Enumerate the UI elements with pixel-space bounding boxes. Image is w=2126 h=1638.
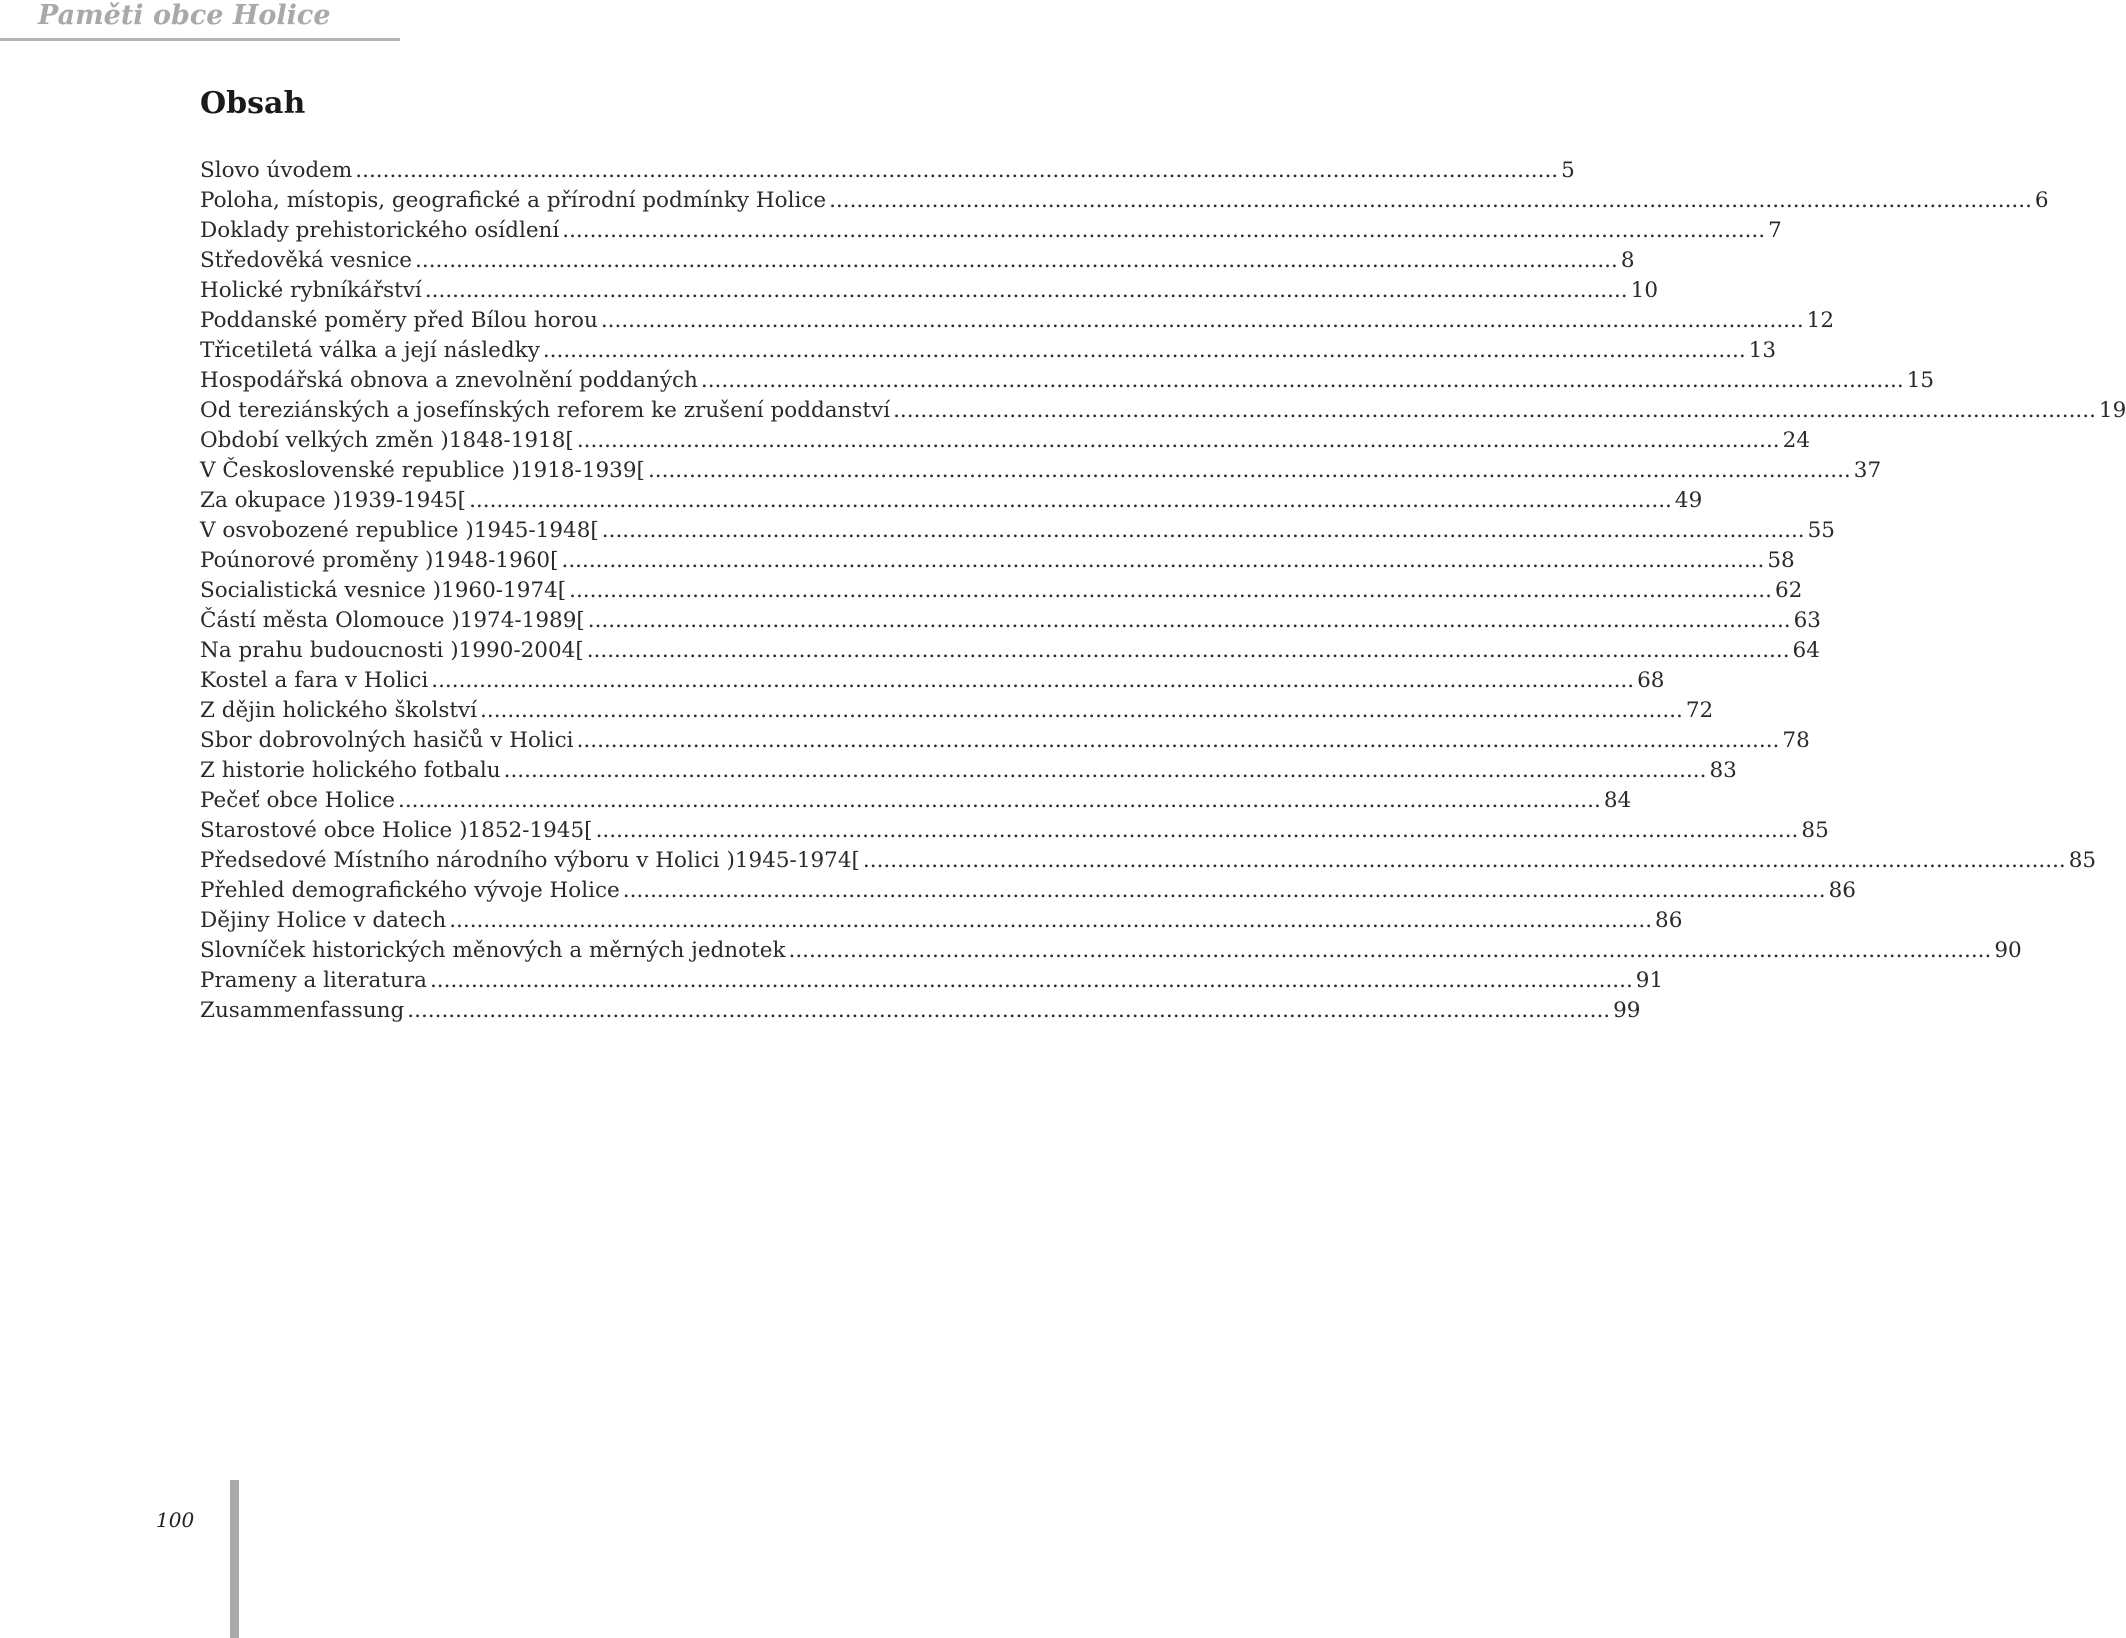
toc-entry-title: Poúnorové proměny )1948-1960[ [200, 548, 559, 573]
toc-entry-title: V Československé republice )1918-1939[ [200, 458, 645, 483]
toc-entry-title: Středověká vesnice [200, 248, 413, 273]
toc-dot-leader [623, 876, 1826, 906]
toc-entry-page: 90 [1994, 938, 2022, 963]
toc-entry [200, 276, 1658, 306]
toc-entry [200, 216, 1782, 246]
page-title: Obsah [200, 86, 306, 121]
toc-entry-title: Částí města Olomouce )1974-1989[ [200, 608, 585, 633]
toc-entry-page: 86 [1655, 908, 1683, 933]
toc-entry-title: Socialistická vesnice )1960-1974[ [200, 578, 567, 603]
toc-entry [200, 426, 1810, 456]
toc-entry-title: Za okupace )1939-1945[ [200, 488, 467, 513]
toc-entry [200, 246, 1635, 276]
toc-dot-leader [863, 846, 2066, 876]
toc-entry-page: 72 [1685, 698, 1714, 723]
toc-entry-page: 13 [1748, 338, 1777, 363]
toc-entry-page: 68 [1637, 668, 1665, 693]
toc-entry-page: 6 [2034, 188, 2049, 213]
toc-entry-page: 85 [2068, 848, 2097, 873]
toc-entry [200, 786, 1632, 816]
toc-entry [200, 366, 1935, 396]
toc-entry-page: 83 [1709, 758, 1737, 783]
toc-dot-leader [562, 216, 1765, 246]
toc-entry [200, 576, 1803, 606]
toc-entry-page: 78 [1782, 728, 1810, 753]
running-header [0, 0, 400, 41]
toc-entry-page: 86 [1828, 878, 1856, 903]
running-header-title: Paměti obce Holice [38, 0, 331, 31]
toc-dot-leader [701, 366, 1904, 396]
toc-entry [200, 816, 1829, 846]
toc-entry-title: Sbor dobrovolných hasičů v Holici [200, 728, 574, 753]
toc-entry-title: Doklady prehistorického osídlení [200, 218, 560, 243]
toc-entry [200, 936, 2022, 966]
toc-entry-page: 64 [1792, 638, 1820, 663]
toc-dot-leader [789, 936, 1992, 966]
toc-entry-page: 85 [1801, 818, 1829, 843]
toc-entry-page: 62 [1774, 578, 1803, 603]
toc-entry-title: Slovo úvodem [200, 158, 353, 183]
toc-entry [200, 756, 1737, 786]
toc-dot-leader [577, 426, 1780, 456]
toc-entry-page: 49 [1674, 488, 1703, 513]
toc-dot-leader [504, 756, 1707, 786]
toc-entry [200, 696, 1714, 726]
toc-entry-title: Pečeť obce Holice [200, 788, 395, 813]
toc-entry [200, 516, 1835, 546]
toc-dot-leader [407, 996, 1610, 1026]
toc-entry [200, 456, 1882, 486]
toc-entry-page: 37 [1853, 458, 1882, 483]
toc-entry-page: 58 [1767, 548, 1795, 573]
toc-dot-leader [601, 306, 1804, 336]
toc-entry-title: Z dějin holického školství [200, 698, 478, 723]
toc-dot-leader [596, 816, 1799, 846]
toc-entry [200, 966, 1664, 996]
toc-entry [200, 546, 1795, 576]
toc-dot-leader [430, 966, 1633, 996]
toc-entry-page: 91 [1635, 968, 1664, 993]
toc-entry [200, 726, 1810, 756]
toc-entry [200, 186, 2049, 216]
toc-entry [200, 906, 1683, 936]
toc-dot-leader [425, 276, 1628, 306]
toc-entry-page: 10 [1630, 278, 1658, 303]
toc-entry [200, 336, 1777, 366]
toc-entry-title: Z historie holického fotbalu [200, 758, 501, 783]
toc-entry [200, 156, 1575, 186]
toc-entry-title: Třicetiletá válka a její následky [200, 338, 540, 363]
toc-entry-title: Slovníček historických měnových a měrných jednotek [200, 938, 786, 963]
toc-entry [200, 876, 1856, 906]
toc-entry-title: Poloha, místopis, geografické a přírodní podmínky Holice [200, 188, 827, 213]
toc-entry-title: Na prahu budoucnosti )1990-2004[ [200, 638, 584, 663]
toc-entry-page: 84 [1603, 788, 1632, 813]
toc-entry [200, 306, 1835, 336]
toc-entry-page: 5 [1561, 158, 1575, 183]
toc-entry-title: Zusammenfassung [200, 998, 405, 1023]
toc-entry-page: 12 [1806, 308, 1835, 333]
toc-dot-leader [398, 786, 1601, 816]
toc-entry-page: 63 [1793, 608, 1821, 633]
toc-entry-page: 24 [1782, 428, 1810, 453]
toc-dot-leader [431, 666, 1634, 696]
toc-dot-leader [829, 186, 2032, 216]
toc-entry-page: 99 [1613, 998, 1641, 1023]
footer-bar [230, 1480, 239, 1638]
toc-dot-leader [562, 546, 1765, 576]
toc-entry [200, 666, 1665, 696]
toc-entry-title: Od tereziánských a josefínských reforem ke zrušení poddanství [200, 398, 891, 423]
toc-entry-title: Hospodářská obnova a znevolnění poddaných [200, 368, 698, 393]
toc-dot-leader [543, 336, 1746, 366]
toc-entry-page: 19 [2098, 398, 2126, 423]
toc-entry-title: Dějiny Holice v datech [200, 908, 447, 933]
toc-entry-title: Prameny a literatura [200, 968, 427, 993]
toc-entry-page: 7 [1768, 218, 1782, 243]
toc-dot-leader [587, 636, 1790, 666]
toc-dot-leader [415, 246, 1618, 276]
toc-entry [200, 846, 2097, 876]
toc-dot-leader [648, 456, 1851, 486]
toc-entry-title: Předsedové Místního národního výboru v Holici )1945-1974[ [200, 848, 860, 873]
toc-dot-leader [569, 576, 1772, 606]
table-of-contents [200, 156, 2126, 1026]
toc-entry-title: Kostel a fara v Holici [200, 668, 429, 693]
toc-entry-title: Holické rybníkářství [200, 278, 422, 303]
toc-dot-leader [449, 906, 1652, 936]
toc-entry [200, 396, 2126, 426]
toc-entry [200, 636, 1820, 666]
toc-dot-leader [469, 486, 1672, 516]
toc-entry-title: Období velkých změn )1848-1918[ [200, 428, 574, 453]
toc-entry-title: Přehled demografického vývoje Holice [200, 878, 620, 903]
toc-entry-page: 55 [1807, 518, 1835, 543]
toc-entry-title: Poddanské poměry před Bílou horou [200, 308, 598, 333]
toc-dot-leader [577, 726, 1780, 756]
toc-entry [200, 486, 1703, 516]
toc-entry-page: 15 [1906, 368, 1935, 393]
page-number: 100 [156, 1508, 195, 1532]
toc-dot-leader [480, 696, 1683, 726]
toc-dot-leader [588, 606, 1791, 636]
toc-entry [200, 996, 1641, 1026]
toc-entry-page: 8 [1620, 248, 1635, 273]
toc-entry-title: V osvobozené republice )1945-1948[ [200, 518, 599, 543]
toc-entry-title: Starostové obce Holice )1852-1945[ [200, 818, 593, 843]
toc-dot-leader [602, 516, 1805, 546]
toc-dot-leader [355, 156, 1558, 186]
toc-entry [200, 606, 1821, 636]
toc-dot-leader [893, 396, 2096, 426]
